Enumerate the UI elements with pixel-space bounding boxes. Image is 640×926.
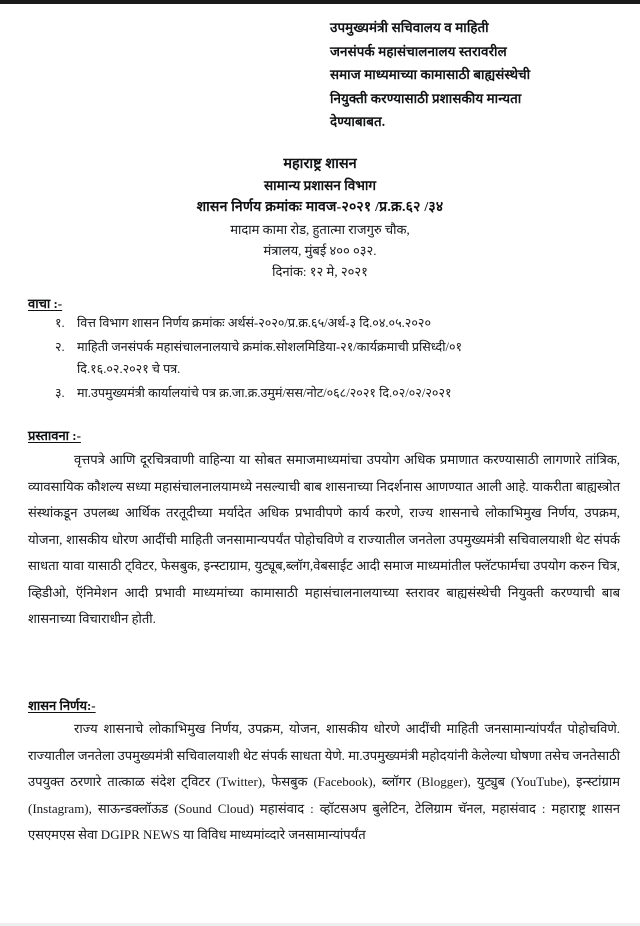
- reference-text-wrap: [77, 336, 620, 381]
- paper-sheet: [0, 4, 640, 923]
- reference-number: ३.: [55, 385, 65, 400]
- references-heading: वाचा :-: [28, 296, 63, 311]
- reference-number: १.: [55, 316, 65, 330]
- address-line-2: मंत्रालय, मुंबई ४०० ०३२.: [263, 243, 377, 258]
- subject-line-5: देण्याबाबत.: [330, 114, 386, 129]
- preamble-body-text: वृत्तपत्रे आणि दूरचित्रवाणी वाहिन्या या सोबत समाजमाध्यमांचा उपयोग अधिक प्रमाणात करण्यासाठी लागणारे तांत्रिक, व्यावसायिक कौशल्य सध्या महासंचालनालयामध्ये नसल्याची बाब शासनाच्या निदर्शनास आणण्यात आली आहे. याकरीता बाह्यस्त्रोत संस्थांकडून उपलब्ध आर्थिक तरतूदीच्या मर्यादेत अधिक प्रभावीपणे कार्य करणे, राज्य शासनाचे लोकाभिमुख निर्णय, उपक्रम, योजना, शासकीय धोरण आदींची माहिती जनसामान्यपर्यंत पोहोचविणे व राज्यातील जनतेला उपमुख्यमंत्री सचिवालयाशी थेट संपर्क साधता यावा यासाठी ट्विटर, फेसबुक, इन्स्टाग्राम, युट्यूब,ब्लॉग,वेबसाईट आदी समाज माध्यमांतील फ्लॅटफार्मचा उपयोग करुन चित्र, व्हिडीओ, ऍनिमेशन आदी प्रभावी माध्यमांच्या कामासाठी महासंचालनालयाच्या स्तरावर बाह्यसंस्थेची नियुक्ती करण्याची बाब शासनाच्या विचाराधीन होती.: [28, 452, 620, 626]
- reference-text: वित्त विभाग शासन निर्णय क्रमांकः अर्थसं-२०२०/प्र.क्र.६५/अर्थ-३ दि.०४.०५.२०२०: [77, 316, 431, 330]
- government-header: [0, 154, 640, 282]
- subject-line-1: उपमुख्यमंत्री सचिवालय व माहिती: [330, 20, 489, 35]
- decision-heading: शासन निर्णय:-: [28, 698, 96, 713]
- reference-item: [55, 312, 620, 335]
- state-name: महाराष्ट्र शासन: [283, 156, 357, 172]
- reference-text: मा.उपमुख्यमंत्री कार्यालयांचे पत्र क्र.जा.क्र.उमुमं/सस/नोट/०६८/२०२१ दि.०२/०२/२०२१: [77, 385, 452, 400]
- document-date: दिनांक: १२ मे, २०२१: [272, 264, 368, 279]
- resolution-number: शासन निर्णय क्रमांकः मावज-२०२१ /प्र.क्र.६२ /३४: [196, 200, 444, 215]
- reference-number: २.: [55, 339, 65, 354]
- preamble-heading: प्रस्तावना :-: [28, 428, 81, 443]
- reference-text: माहिती जनसंपर्क महासंचालनालयाचे क्रमांक.सोशलमिडिया-२१/कार्यक्रमाची प्रसिध्दी/०१: [77, 339, 463, 354]
- subject-line-4: नियुक्ती करण्यासाठी प्रशासकीय मान्यता: [330, 90, 522, 106]
- reference-item: [55, 382, 620, 405]
- references-list: [55, 312, 620, 405]
- decision-body-text: राज्य शासनाचे लोकाभिमुख निर्णय, उपक्रम, योजन, शासकीय धोरणे आदींची माहिती जनसामान्यांपर्यंत पोहोचविणे. राज्यातील जनतेला उपमुख्यमंत्री सचिवालयाशी थेट संपर्क साधता येणे. मा.उपमुख्यमंत्री महोदयांनी केलेल्या घोषणा तसेच जनतेसाठी उपयुक्त ठरणारे तात्काळ संदेश ट्विटर (Twitter), फेसबुक (Facebook), ब्लॉगर (Blogger), युट्युब (YouTube), इन्स्टांग्राम (Instagram), साऊन्डक्लॉऊड (Sound Cloud) महासंवाद : व्हॉटसअप बुलेटिन, टेलिग्राम चॅनल, महासंवाद : महाराष्ट्र शासन एसएमएस सेवा DGIPR NEWS या विविध माध्यमांव्दारे जनसामान्यांपर्यंत: [28, 721, 620, 842]
- reference-item: [55, 336, 620, 381]
- subject-line-3: समाज माध्यमाच्या कामासाठी बाह्यसंस्थेची: [330, 67, 531, 82]
- reference-text-continued: दि.१६.०२.२०२१ चे पत्र.: [77, 362, 181, 376]
- preamble-paragraph: [28, 447, 620, 633]
- subject-line-2: जनसंपर्क महासंचालनालय स्तरावरील: [330, 43, 507, 59]
- department-name: सामान्य प्रशासन विभाग: [263, 178, 377, 193]
- address-line-1: मादाम कामा रोड, हुतात्मा राजगुरु चौक,: [230, 222, 410, 237]
- decision-paragraph: [28, 716, 620, 849]
- subject-block: [330, 16, 610, 134]
